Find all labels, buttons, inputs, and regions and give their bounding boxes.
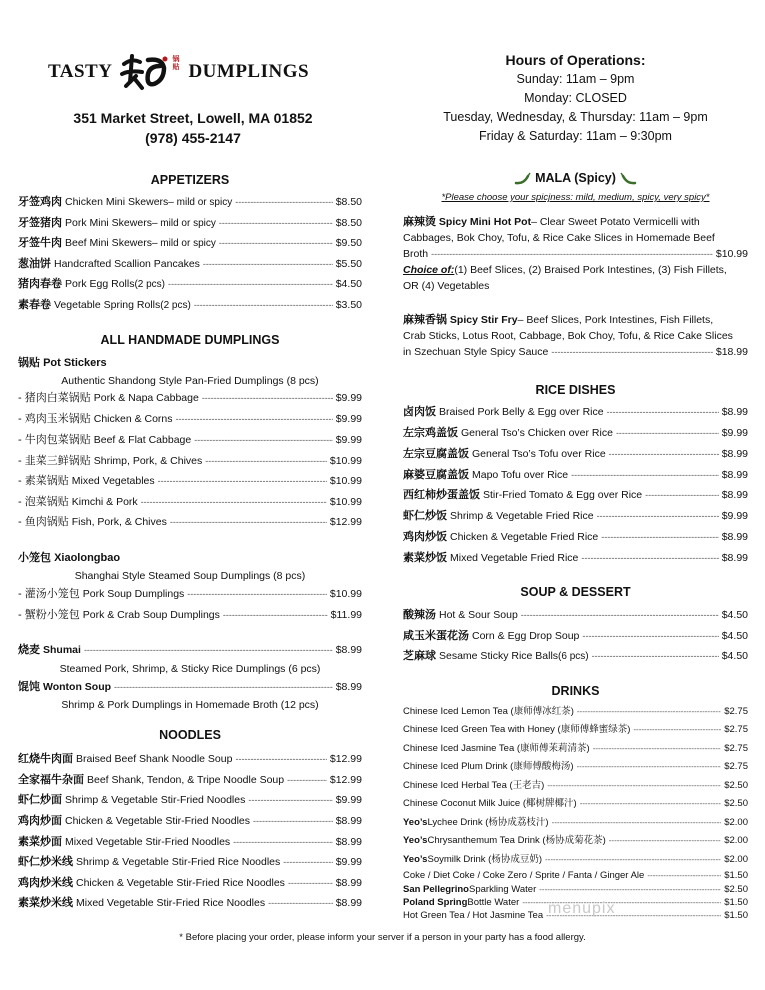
menu-item-shumai: 烧麦 Shumai ----- $8.99 (18, 643, 362, 657)
drinks-title: DRINKS (551, 684, 600, 698)
phone[interactable]: (978) 455-2147 (145, 130, 241, 146)
mala-title: MALA (Spicy) (535, 171, 616, 185)
menu-item: - 鱼肉锅贴 Fish, Pork, & Chives ----- $12.99 (18, 515, 362, 529)
mala-title-row (403, 171, 748, 186)
logo-calligraphy-mark (118, 52, 182, 92)
menu-item: - 鸡肉玉米锅贴 Chicken & Corns ----- $9.99 (18, 412, 362, 426)
menu-item: 咸玉米蛋花汤 Corn & Egg Drop Soup ----- $4.50 (403, 629, 748, 643)
chili-pepper-icon (619, 172, 637, 186)
potsticker-desc: Authentic Shandong Style Pan-Fried Dumplings (8 pcs) (61, 375, 319, 387)
drink-item: Chinese Coconut Milk Juice (椰树牌椰汁) ----- $2.50 (403, 798, 748, 810)
menu-item: 红烧牛肉面 Braised Beef Shank Noodle Soup ----- $12.99 (18, 752, 362, 766)
menu-item: 鸡肉炒饭 Chicken & Vegetable Fried Rice ----- $8.99 (403, 530, 748, 544)
menu-item: - 泡菜锅贴 Kimchi & Pork ----- $10.99 (18, 495, 362, 509)
menu-item: 虾仁炒米线 Shrimp & Vegetable Stir-Fried Rice Noodles ----- $9.99 (18, 855, 362, 869)
drink-item: Chinese Iced Jasmine Tea (康师傅茉莉清茶) ----- $2.75 (403, 743, 748, 755)
address-block (48, 108, 338, 148)
appetizers-title: APPETIZERS (150, 173, 230, 187)
rice-title: RICE DISHES (535, 383, 616, 397)
menu-item: - 素菜锅贴 Mixed Vegetables ----- $10.99 (18, 474, 362, 488)
drink-item: Chinese Iced Lemon Tea (康师傅冰红茶) ----- $2.75 (403, 706, 748, 718)
drink-item: Hot Green Tea / Hot Jasmine Tea ----- $1.50 (403, 910, 748, 922)
menu-item: - 猪肉白菜锅贴 Pork & Napa Cabbage ----- $9.99 (18, 391, 362, 405)
potsticker-heading: 锅贴 Pot Stickers (18, 357, 107, 369)
drink-item: Coke / Diet Coke / Coke Zero / Sprite / Fanta / Ginger Ale ----- $1.50 (403, 870, 748, 882)
logo-word-left: TASTY (48, 61, 113, 82)
menu-item: 左宗鸡盖饭 General Tso’s Chicken over Rice ----- $9.99 (403, 426, 748, 440)
menu-item-spicy-hot-pot: 麻辣烫 Spicy Mini Hot Pot – Clear Sweet Potato Vermicelli with Cabbages, Bok Choy, Tofu, & Rice Cake Slices in Homemade Beef Broth ----- $10.99 Choice of: (1) Beef Slices, (2) Braised Pork Intestines, (3) Fish Fillets, OR (4) Vegetables (403, 214, 748, 294)
menu-item: 牙签鸡肉 Chicken Mini Skewers – mild or spicy ----- $8.50 (18, 195, 362, 210)
drink-item: Chinese Iced Plum Drink (康师傅酸梅汤) ----- $2.75 (403, 761, 748, 773)
restaurant-logo (48, 52, 338, 92)
xiaolongbao-heading: 小笼包 Xiaolongbao (18, 552, 121, 564)
menu-item: 芝麻球 Sesame Sticky Rice Balls (6 pcs) ----- $4.50 (403, 649, 748, 664)
shumai-desc: Steamed Pork, Shrimp, & Sticky Rice Dumplings (6 pcs) (59, 663, 321, 675)
drink-item: Chinese Iced Green Tea with Honey (康师傅蜂蜜绿茶) ----- $2.75 (403, 724, 748, 736)
drink-item: Yeo’s Lychee Drink (杨协成荔枝汁) ----- $2.00 (403, 817, 748, 829)
drink-item: Chinese Iced Herbal Tea (王老吉) ----- $2.50 (403, 780, 748, 792)
drink-item: San Pellegrino Sparkling Water ----- $2.50 (403, 884, 748, 896)
menu-item: 麻婆豆腐盖饭 Mapo Tofu over Rice ----- $8.99 (403, 468, 748, 482)
xiaolongbao-desc: Shanghai Style Steamed Soup Dumplings (8 pcs) (74, 570, 306, 582)
menu-item: 素菜炒饭 Mixed Vegetable Fried Rice ----- $8.99 (403, 551, 748, 565)
chili-pepper-icon (514, 172, 532, 186)
calligraphy-icon (118, 52, 170, 92)
hours-line: Friday & Saturday: 11am – 9:30pm (479, 129, 672, 143)
address: 351 Market Street, Lowell, MA 01852 (73, 110, 313, 126)
menu-item: 全家福牛杂面 Beef Shank, Tendon, & Tripe Noodle Soup ----- $12.99 (18, 773, 362, 787)
hours-title: Hours of Operations: (505, 52, 646, 68)
menu-item: 素菜炒面 Mixed Vegetable Stir-Fried Noodles ----- $8.99 (18, 835, 362, 849)
logo-word-right: DUMPLINGS (188, 61, 310, 82)
dumplings-title: ALL HANDMADE DUMPLINGS (100, 333, 280, 347)
watermark: menupix (548, 900, 616, 917)
menu-item: 鸡肉炒米线 Chicken & Vegetable Stir-Fried Rice Noodles ----- $8.99 (18, 876, 362, 890)
menu-item: - 蟹粉小笼包 Pork & Crab Soup Dumplings ----- $11.99 (18, 608, 362, 622)
menu-item: 葱油饼 Handcrafted Scallion Pancakes ----- $5.50 (18, 257, 362, 271)
menu-item: 素菜炒米线 Mixed Vegetable Stir-Fried Rice Noodles ----- $8.99 (18, 896, 362, 910)
wonton-desc: Shrimp & Pork Dumplings in Homemade Broth (12 pcs) (61, 699, 319, 711)
drink-item: Yeo’s Chrysanthemum Tea Drink (杨协成菊花茶) ----- $2.00 (403, 835, 748, 847)
menu-item-wonton: 馄饨 Wonton Soup ----- $8.99 (18, 680, 362, 694)
hours-block (403, 50, 748, 146)
hours-line: Tuesday, Wednesday, & Thursday: 11am – 9pm (443, 110, 708, 124)
menu-item: 酸辣汤 Hot & Sour Soup ----- $4.50 (403, 608, 748, 622)
menu-item: 虾仁炒面 Shrimp & Vegetable Stir-Fried Noodles ----- $9.99 (18, 793, 362, 807)
menu-item: 牙签牛肉 Beef Mini Skewers – mild or spicy ----- $9.50 (18, 236, 362, 251)
spiciness-note: *Please choose your spicjness: mild, medium, spicy, very spicy* (441, 192, 710, 203)
menu-item: 牙签猪肉 Pork Mini Skewers – mild or spicy ----- $8.50 (18, 216, 362, 231)
menu-item: - 灌汤小笼包 Pork Soup Dumplings ----- $10.99 (18, 587, 362, 601)
menu-item-spicy-stir-fry: 麻辣香锅 Spicy Stir Fry – Beef Slices, Pork Intestines, Fish Fillets, Crab Sticks, Lotus Root, Cabbage, Bok Choy, Tofu, & Rice Cake Slices in Szechuan Style Spicy Sauce ----- $18.99 (403, 312, 748, 360)
menu-item: 左宗豆腐盖饭 General Tso’s Tofu over Rice ----- $8.99 (403, 447, 748, 461)
menu-item: 猪肉春卷 Pork Egg Rolls (2 pcs) ----- $4.50 (18, 277, 362, 292)
allergy-footer-note: * Before placing your order, please inform your server if a person in your party has a food allergy. (179, 932, 586, 943)
soup-title: SOUP & DESSERT (520, 585, 631, 599)
menu-item: 卤肉饭 Braised Pork Belly & Egg over Rice ----- $8.99 (403, 405, 748, 419)
menu-item: - 牛肉包菜锅贴 Beef & Flat Cabbage ----- $9.99 (18, 433, 362, 447)
menu-item: 西红柿炒蛋盖饭 Stir-Fried Tomato & Egg over Rice ----- $8.99 (403, 488, 748, 502)
drink-item: Poland Spring Bottle Water ----- $1.50 (403, 897, 748, 909)
noodles-title: NOODLES (159, 728, 221, 742)
logo-seal: 锅贴 (172, 56, 180, 71)
menu-item: 虾仁炒饭 Shrimp & Vegetable Fried Rice ----- $9.99 (403, 509, 748, 523)
hours-line: Monday: CLOSED (524, 91, 627, 105)
hours-line: Sunday: 11am – 9pm (516, 72, 635, 86)
menu-item: 素春卷 Vegetable Spring Rolls (2 pcs) ----- $3.50 (18, 298, 362, 313)
menu-item: 鸡肉炒面 Chicken & Vegetable Stir-Fried Noodles ----- $8.99 (18, 814, 362, 828)
drink-item: Yeo’s Soymilk Drink (杨协成豆奶) ----- $2.00 (403, 854, 748, 866)
menu-item: - 韭菜三鲜锅贴 Shrimp, Pork, & Chives ----- $10.99 (18, 454, 362, 468)
